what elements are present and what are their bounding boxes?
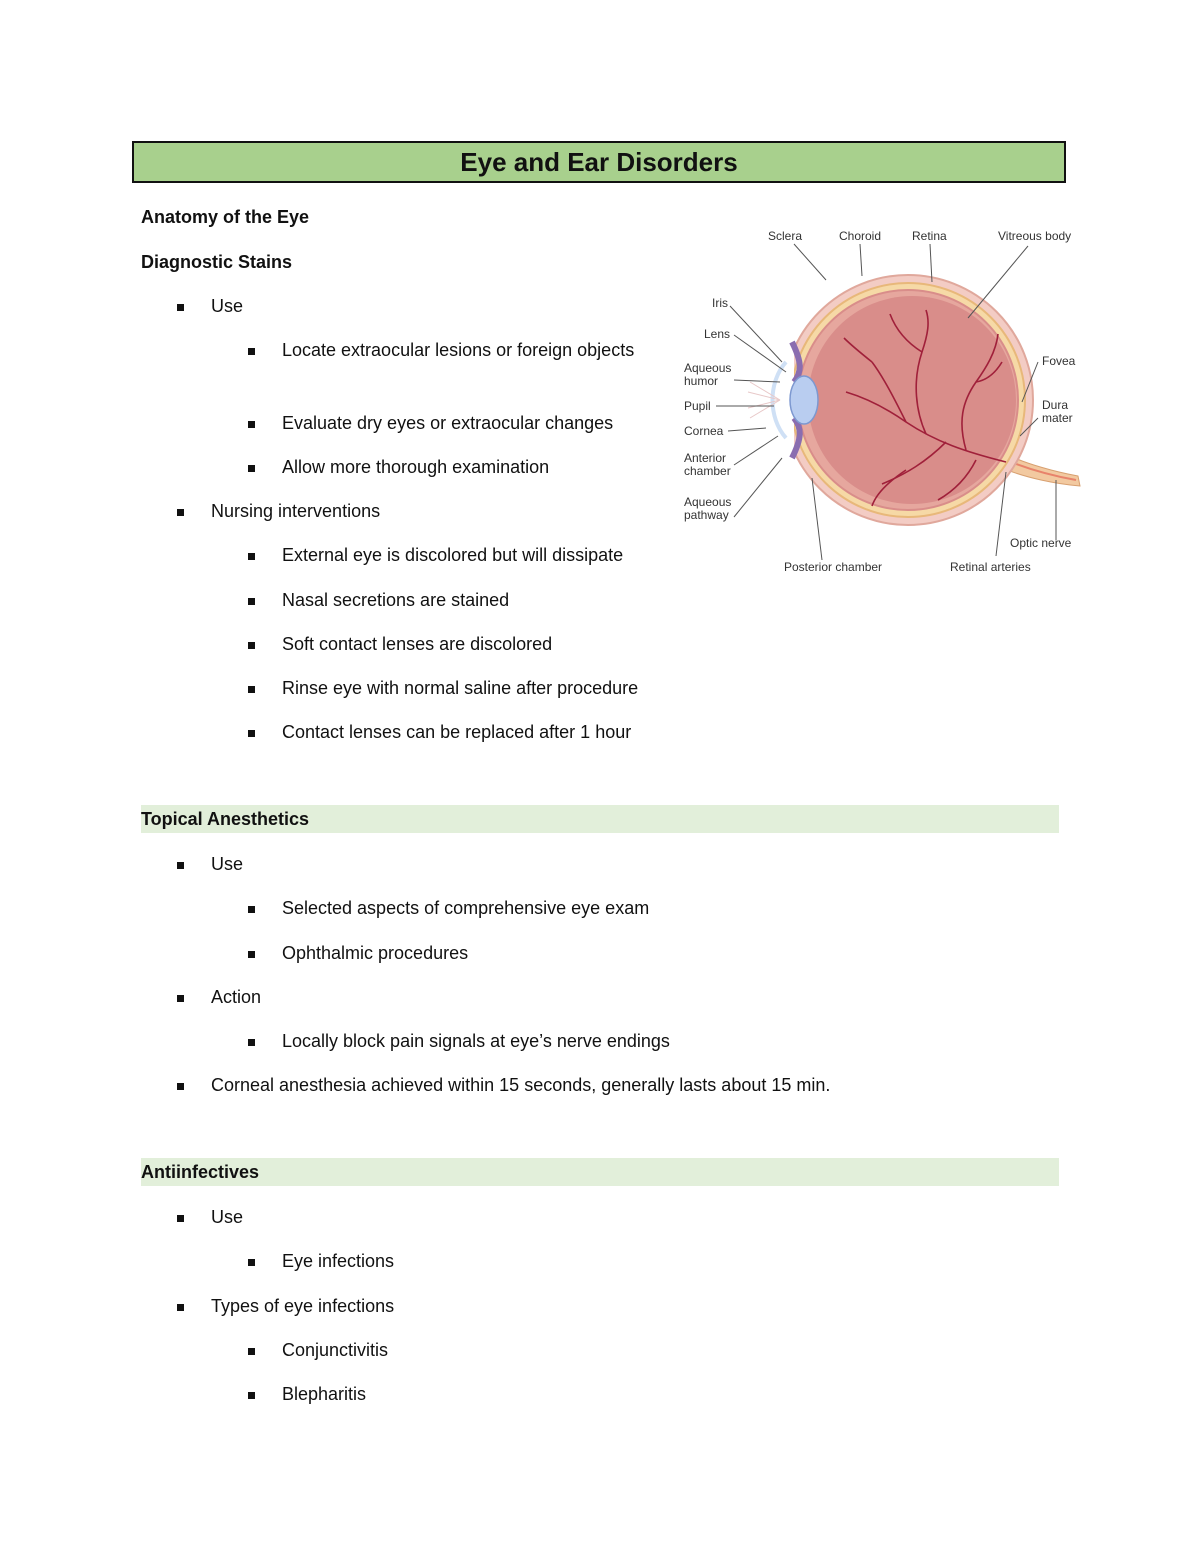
list-item: Rinse eye with normal saline after procedure: [282, 678, 639, 698]
list-item: Contact lenses can be replaced after 1 hour: [282, 722, 632, 742]
label-anterior-chamber-2: chamber: [684, 464, 731, 478]
list-item: Locate extraocular lesions or foreign objects: [282, 340, 635, 360]
bullet: [177, 1083, 184, 1090]
bullet: [248, 686, 255, 693]
label-anterior-chamber: Anterior: [684, 451, 727, 465]
label-vitreous-body: Vitreous body: [998, 229, 1072, 243]
label-aqueous-humor: Aqueous: [684, 361, 732, 375]
bullet: [248, 1392, 255, 1399]
bullet: [248, 421, 255, 428]
bullet: [177, 862, 184, 869]
list-item: Nursing interventions: [211, 501, 381, 521]
label-dura-mater: Dura: [1042, 398, 1069, 412]
list-item: Evaluate dry eyes or extraocular changes: [282, 413, 614, 433]
bullet: [248, 348, 255, 355]
list-item: Conjunctivitis: [282, 1340, 389, 1360]
topical-anesthetics-heading: Topical Anesthetics: [141, 809, 310, 829]
label-posterior-chamber: Posterior chamber: [784, 560, 883, 574]
list-item: Allow more thorough examination: [282, 457, 550, 477]
bullet: [177, 995, 184, 1002]
list-item: Ophthalmic procedures: [282, 943, 469, 963]
list-item: Types of eye infections: [211, 1296, 395, 1316]
label-cornea: Cornea: [684, 424, 724, 438]
page-title: Eye and Ear Disorders: [132, 141, 1066, 183]
antiinfectives-heading: Antiinfectives: [141, 1162, 260, 1182]
list-item: Corneal anesthesia achieved within 15 seconds, generally lasts about 15 min.: [211, 1075, 831, 1095]
vitreous-body-shape: [808, 296, 1016, 504]
bullet: [248, 906, 255, 913]
label-optic-nerve: Optic nerve: [1010, 536, 1072, 550]
list-item: Use: [211, 854, 244, 874]
bullet: [248, 951, 255, 958]
list-item: Locally block pain signals at eye’s nerve endings: [282, 1031, 670, 1051]
label-fovea: Fovea: [1042, 354, 1076, 368]
label-aqueous-humor-2: humor: [684, 374, 719, 388]
diagnostic-stains-heading: Diagnostic Stains: [141, 252, 293, 272]
list-item: Use: [211, 1207, 244, 1227]
list-item: External eye is discolored but will dissipate: [282, 545, 624, 565]
bullet: [177, 1215, 184, 1222]
label-pupil: Pupil: [684, 399, 711, 413]
label-iris: Iris: [712, 296, 728, 310]
list-item: Blepharitis: [282, 1384, 367, 1404]
list-item: Action: [211, 987, 262, 1007]
list-item: Use: [211, 296, 244, 316]
label-aqueous-pathway-2: pathway: [684, 508, 729, 522]
bullet: [177, 509, 184, 516]
bullet: [177, 304, 184, 311]
lens-shape: [790, 376, 818, 424]
anatomy-heading: Anatomy of the Eye: [141, 207, 310, 227]
bullet: [248, 642, 255, 649]
bullet: [248, 730, 255, 737]
label-retina: Retina: [912, 229, 947, 243]
label-choroid: Choroid: [839, 229, 882, 243]
eye-anatomy-diagram: [676, 222, 1086, 582]
bullet: [248, 1259, 255, 1266]
section-band-antiinfectives: [141, 1158, 1059, 1186]
label-dura-mater-2: mater: [1042, 411, 1073, 425]
bullet: [248, 598, 255, 605]
label-retinal-arteries: Retinal arteries: [950, 560, 1031, 574]
bullet: [177, 1304, 184, 1311]
bullet: [248, 465, 255, 472]
bullet: [248, 1348, 255, 1355]
section-band-topical: [141, 805, 1059, 833]
list-item: Eye infections: [282, 1251, 395, 1271]
list-item: Nasal secretions are stained: [282, 590, 510, 610]
bullet: [248, 553, 255, 560]
list-item: Selected aspects of comprehensive eye exam: [282, 898, 650, 918]
bullet: [248, 1039, 255, 1046]
anterior-cutaway: [736, 312, 794, 488]
label-lens: Lens: [704, 327, 731, 341]
label-sclera: Sclera: [768, 229, 803, 243]
list-item: Soft contact lenses are discolored: [282, 634, 553, 654]
label-aqueous-pathway: Aqueous: [684, 495, 732, 509]
